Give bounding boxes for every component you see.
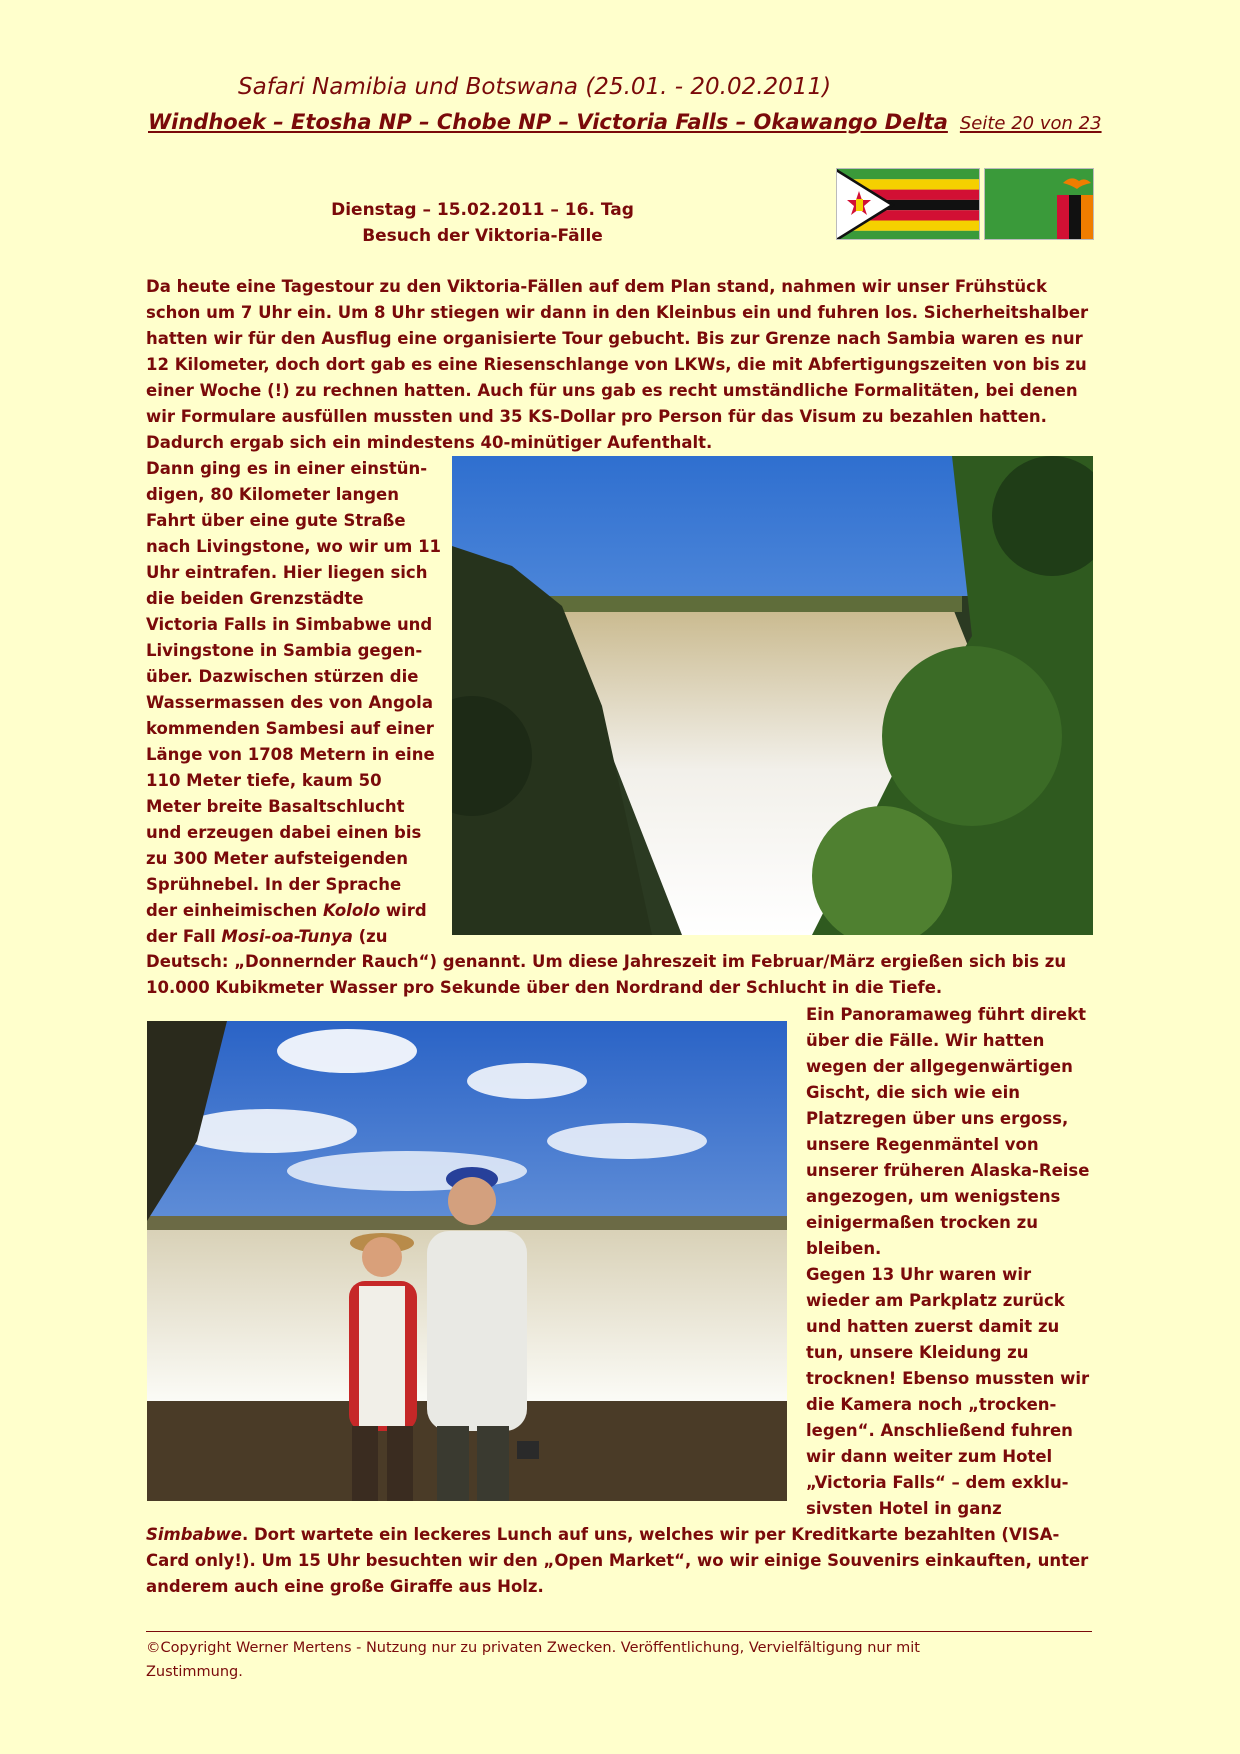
text-line: wir Formulare ausfüllen mussten und 35 KS-Dollar pro Person für das Visum zu bezahlen hatten. xyxy=(146,407,1047,426)
route-subtitle xyxy=(148,110,1102,134)
text-line: die beiden Grenzstädte xyxy=(146,589,364,608)
fall-post: (zu xyxy=(352,927,388,946)
document-title: Safari Namibia und Botswana (25.01. - 20.02.2011) xyxy=(238,74,832,100)
text-line: anderem auch eine große Giraffe aus Holz. xyxy=(146,1577,544,1596)
text-line: legen“. Anschließend fuhren xyxy=(806,1421,1073,1440)
text-line: Wassermassen des von Angola xyxy=(146,693,433,712)
text-line: bleiben. xyxy=(806,1239,882,1258)
text-line: über. Dazwischen stürzen die xyxy=(146,667,419,686)
text-line: 110 Meter tiefe, kaum 50 xyxy=(146,771,382,790)
zambia-flag-icon xyxy=(984,168,1094,240)
text-line: angezogen, um wenigstens xyxy=(806,1187,1061,1206)
text-line: Livingstone in Sambia gegen- xyxy=(146,641,423,660)
kololo-term: Kololo xyxy=(322,901,381,920)
text-line: Gegen 13 Uhr waren wir xyxy=(806,1265,1032,1284)
text-line: Card only!). Um 15 Uhr besuchten wir den „Open Market“, wo wir einige Souvenirs einkauften, unter xyxy=(146,1551,1089,1570)
copyright-footer xyxy=(146,1636,1092,1684)
left-column-text xyxy=(146,456,446,950)
intro-paragraph xyxy=(146,274,1096,456)
text-line: Gischt, die sich wie ein xyxy=(806,1083,1021,1102)
closing-paragraph xyxy=(146,1522,1096,1600)
footer-divider xyxy=(146,1631,1092,1632)
text-line: „Victoria Falls“ – dem exklu- xyxy=(806,1473,1069,1492)
text-line: kommenden Sambesi auf einer xyxy=(146,719,434,738)
footer-line: ©Copyright Werner Mertens - Nutzung nur zu privaten Zwecken. Veröffentlichung, Vervielfältigung nur mit xyxy=(146,1640,920,1656)
text-line: Deutsch: „Donnernder Rauch“) genannt. Um diese Jahreszeit im Februar/März ergießen sich bis zu xyxy=(146,952,1067,971)
page-number: Seite 20 von 23 xyxy=(959,113,1102,134)
travelers-at-falls-photo xyxy=(147,1021,787,1501)
text-line: Uhr eintrafen. Hier liegen sich xyxy=(146,563,428,582)
text-line: Da heute eine Tagestour zu den Viktoria-Fällen auf dem Plan stand, nahmen wir unser Frühstück xyxy=(146,277,1047,296)
text-line: wir dann weiter zum Hotel xyxy=(806,1447,1053,1466)
route-text: Windhoek – Etosha NP – Chobe NP – Victoria Falls – Okawango Delta xyxy=(148,110,948,134)
text-line: 10.000 Kubikmeter Wasser pro Sekunde über den Nordrand der Schlucht in die Tiefe. xyxy=(146,978,943,997)
text-line: Platzregen über uns ergoss, xyxy=(806,1109,1069,1128)
day-date: Dienstag – 15.02.2011 – 16. Tag xyxy=(331,200,634,220)
text-line: die Kamera noch „trocken- xyxy=(806,1395,1057,1414)
waterfall-photo xyxy=(452,456,1093,935)
text-line: zu 300 Meter aufsteigenden xyxy=(146,849,408,868)
text-line: trocknen! Ebenso mussten wir xyxy=(806,1369,1090,1388)
text-line: wegen der allgegenwärtigen xyxy=(806,1057,1073,1076)
text-line: Dadurch ergab sich ein mindestens 40-minütiger Aufenthalt. xyxy=(146,433,713,452)
text-line: sivsten Hotel in ganz xyxy=(806,1499,1002,1518)
text-line: Dann ging es in einer einstün- xyxy=(146,459,428,478)
text-line: 12 Kilometer, doch dort gab es eine Riesenschlange von LKWs, die mit Abfertigungszeiten von bis zu xyxy=(146,355,1087,374)
fall-pre: der Fall xyxy=(146,927,222,946)
kololo-pre: der einheimischen xyxy=(146,901,323,920)
text-line: Länge von 1708 Metern in eine xyxy=(146,745,435,764)
text-line xyxy=(146,898,446,924)
text-line: hatten wir für den Ausflug eine organisierte Tour gebucht. Bis zur Grenze nach Sambia waren es nur xyxy=(146,329,1083,348)
text-line xyxy=(146,924,446,950)
text-line: tun, unsere Kleidung zu xyxy=(806,1343,1029,1362)
text-line xyxy=(146,1522,1096,1548)
text-line: digen, 80 Kilometer langen xyxy=(146,485,399,504)
simbabwe-term: Simbabwe xyxy=(146,1525,242,1544)
text-line: Victoria Falls in Simbabwe und xyxy=(146,615,433,634)
text-line: nach Livingstone, wo wir um 11 xyxy=(146,537,442,556)
fall-name: Mosi-oa-Tunya xyxy=(221,927,353,946)
text-line: Meter breite Basaltschlucht xyxy=(146,797,405,816)
text-line: wieder am Parkplatz zurück xyxy=(806,1291,1065,1310)
text-line: und erzeugen dabei einen bis xyxy=(146,823,422,842)
text-line: einer Woche (!) zu rechnen hatten. Auch für uns gab es recht umständliche Formalitäten, bei denen xyxy=(146,381,1078,400)
day-heading xyxy=(260,197,705,249)
text-line: schon um 7 Uhr ein. Um 8 Uhr stiegen wir dann in den Kleinbus ein und fuhren los. Sicherheitshalber xyxy=(146,303,1089,322)
text-line: Fahrt über eine gute Straße xyxy=(146,511,406,530)
closing-line-1: . Dort wartete ein leckeres Lunch auf uns, welches wir per Kreditkarte bezahlten (VISA- xyxy=(241,1525,1060,1544)
footer-line: Zustimmung. xyxy=(146,1664,243,1680)
zimbabwe-flag-icon xyxy=(836,168,980,240)
text-line: über die Fälle. Wir hatten xyxy=(806,1031,1045,1050)
kololo-post: wird xyxy=(380,901,427,920)
text-line: unserer früheren Alaska-Reise xyxy=(806,1161,1090,1180)
day-subject: Besuch der Viktoria-Fälle xyxy=(362,226,603,246)
mid-paragraph xyxy=(146,949,1096,1001)
text-line: einigermaßen trocken zu xyxy=(806,1213,1038,1232)
right-column-text xyxy=(806,1002,1102,1522)
text-line: Ein Panoramaweg führt direkt xyxy=(806,1005,1086,1024)
text-line: unsere Regenmäntel von xyxy=(806,1135,1039,1154)
text-line: und hatten zuerst damit zu xyxy=(806,1317,1060,1336)
text-line: Sprühnebel. In der Sprache xyxy=(146,875,402,894)
